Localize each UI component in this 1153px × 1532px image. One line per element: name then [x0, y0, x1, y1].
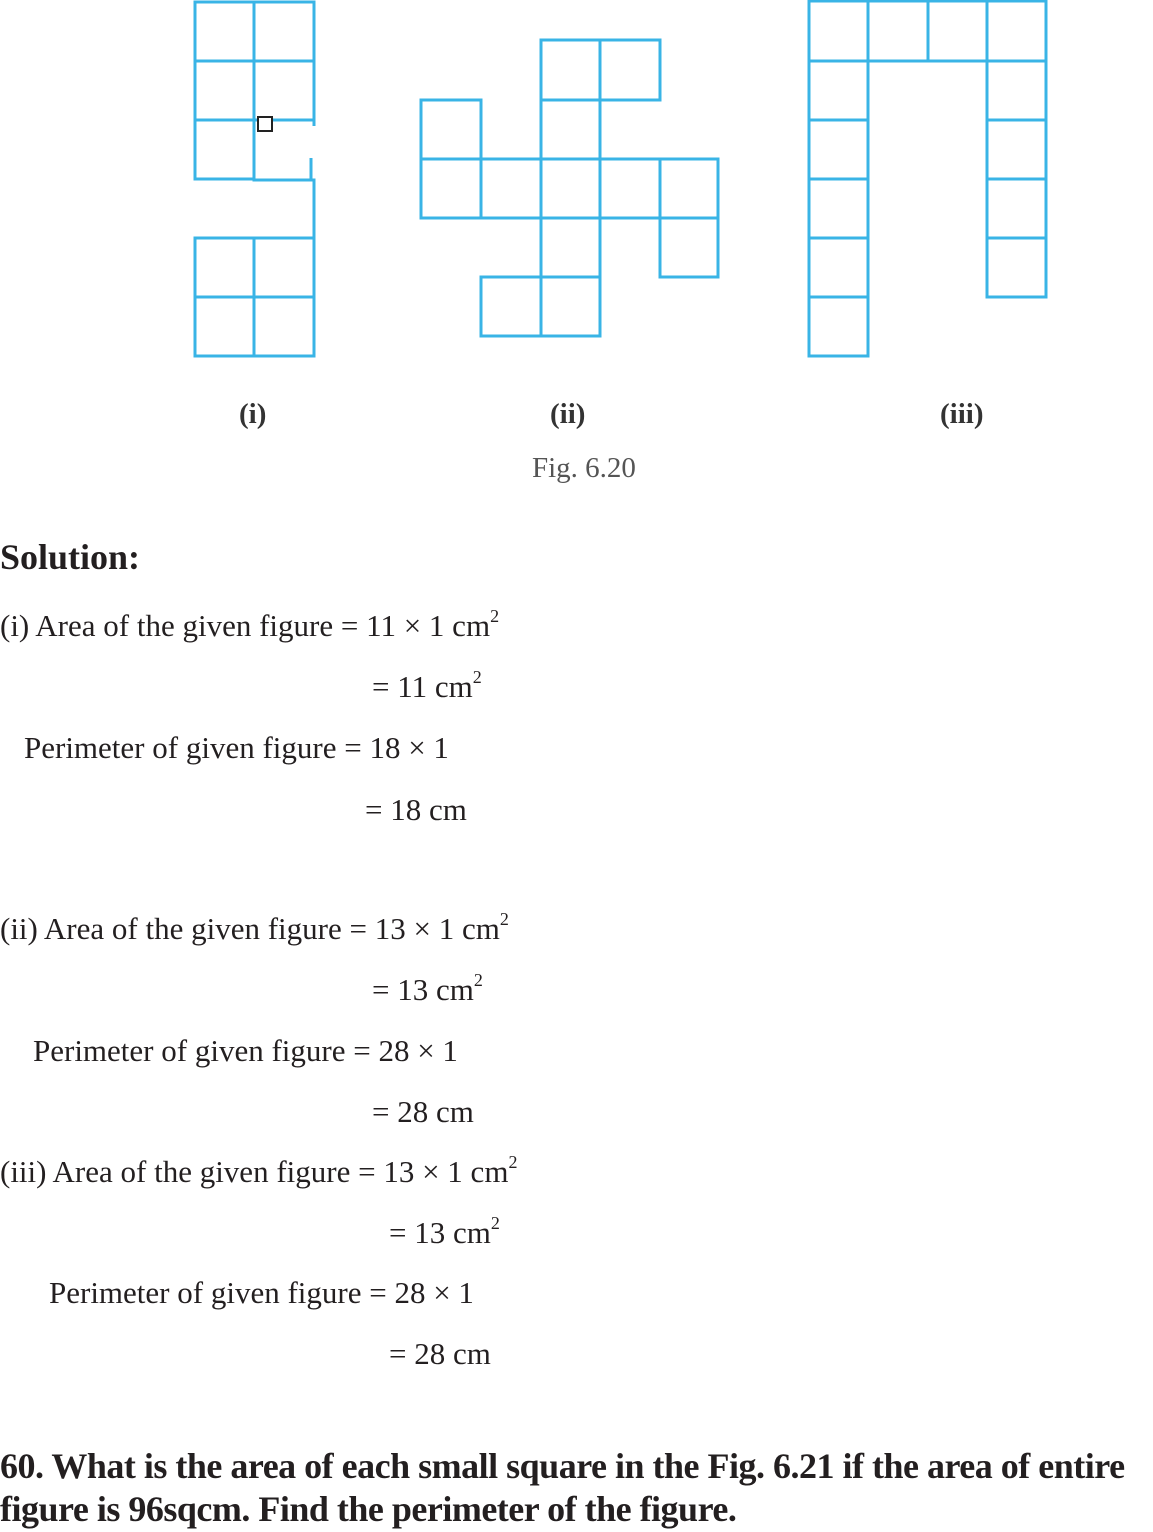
figure-label-i: (i): [239, 398, 267, 430]
question-60: 60. What is the area of each small square in the Fig. 6.21 if the area of entire figure is 96sqcm. Find the perimeter of the figure.: [0, 1446, 1125, 1529]
part-ii-perimeter-result: = 28 cm: [372, 1094, 474, 1129]
part-iii-perimeter-line: Perimeter of given figure = 28 × 1: [49, 1275, 474, 1310]
small-square-marker: [258, 117, 272, 131]
part-i-perimeter-line: Perimeter of given figure = 18 × 1: [24, 730, 449, 765]
figure-i-grid: [195, 2, 314, 356]
part-iii-perimeter-result: = 28 cm: [389, 1336, 491, 1371]
figure-caption: Fig. 6.20: [532, 452, 636, 484]
figure-iii-grid: [809, 1, 1046, 356]
figure-label-ii: (ii): [550, 398, 586, 430]
grid-figures: [0, 0, 1153, 380]
part-i-area-result: = 11 $cm^2$: [372, 667, 482, 704]
solution-heading: Solution:: [0, 537, 141, 577]
part-ii-area-result: = 13 $cm^2$: [372, 970, 483, 1007]
figure-label-iii: (iii): [940, 398, 984, 430]
part-iii-area-result: = 13 $cm^2$: [389, 1213, 500, 1250]
figure-6-20: [0, 0, 1153, 430]
part-i-area-line: (i) Area of the given figure = 11 × 1 $cm^2$: [0, 606, 500, 643]
part-ii-area-line: (ii) Area of the given figure = 13 × 1 $cm^2$: [0, 909, 509, 946]
part-ii-perimeter-line: Perimeter of given figure = 28 × 1: [33, 1033, 458, 1068]
part-iii-area-line: (iii) Area of the given figure = 13 × 1 $cm^2$: [0, 1152, 518, 1189]
figure-ii-grid: [421, 40, 718, 336]
part-i-perimeter-result: = 18 cm: [365, 792, 467, 827]
